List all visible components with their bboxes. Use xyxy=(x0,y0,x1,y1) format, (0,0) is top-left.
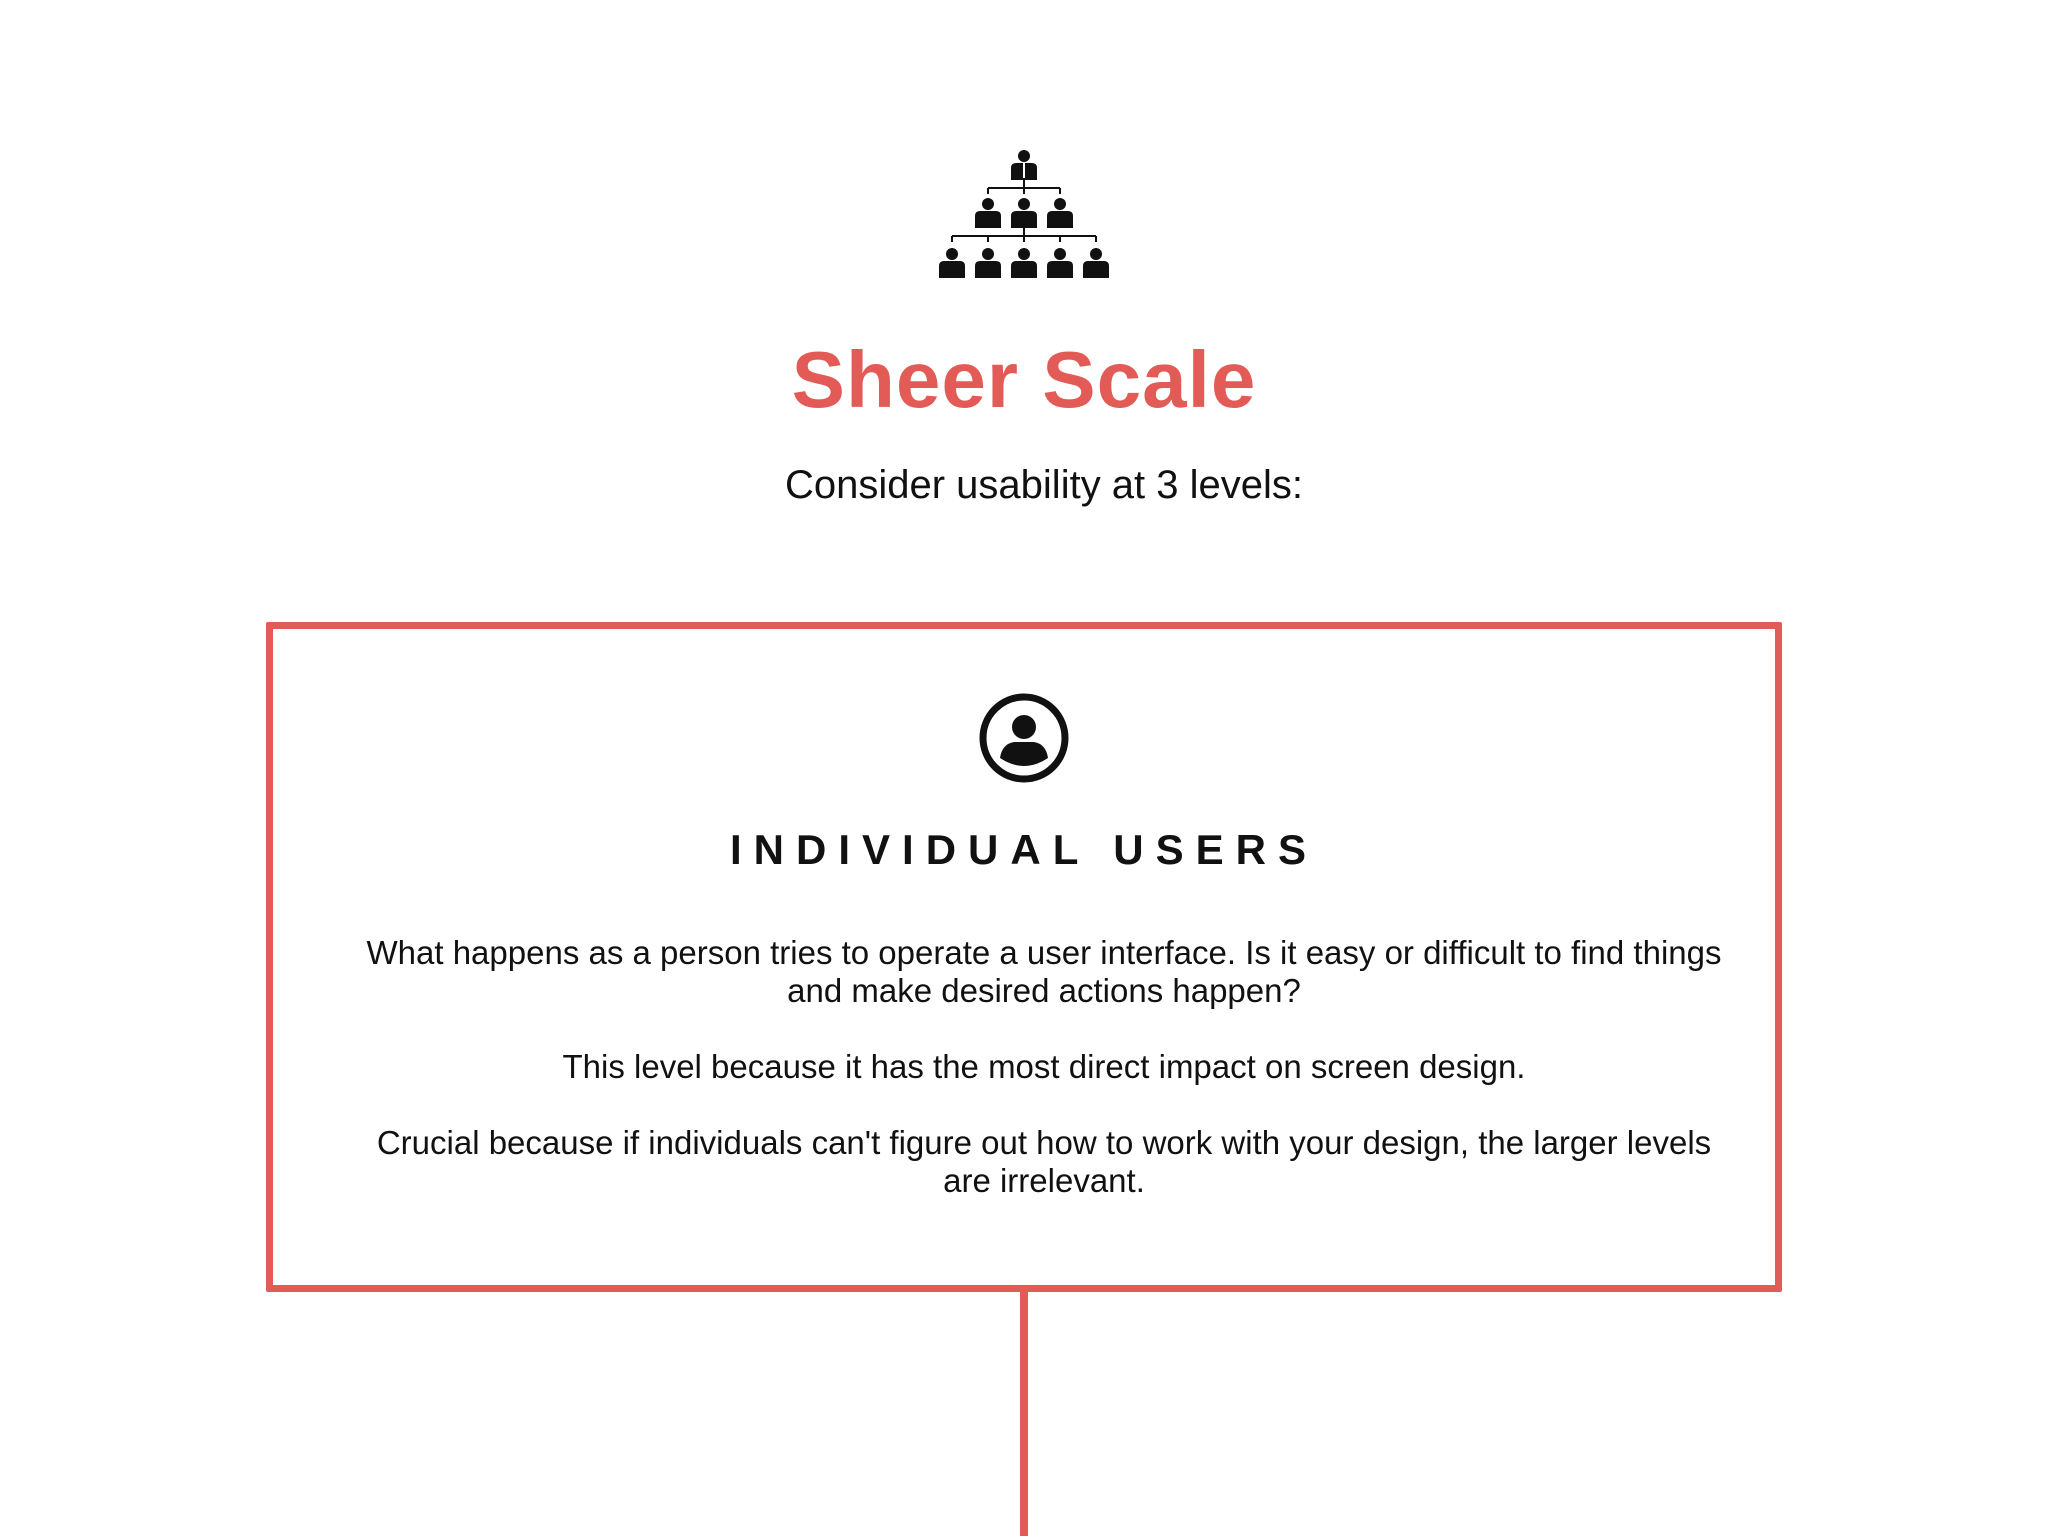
org-hierarchy-icon xyxy=(936,142,1112,286)
page-title: Sheer Scale xyxy=(791,335,1257,424)
level-paragraph-1: What happens as a person tries to operate a user interface. Is it easy or difficult to find things and make desired actions happen? xyxy=(366,934,1722,1009)
level-heading: INDIVIDUAL USERS xyxy=(730,826,1318,873)
user-circle-icon xyxy=(978,692,1070,784)
level-paragraph-3: Crucial because if individuals can't figure out how to work with your design, the larger levels are irrelevant. xyxy=(376,1124,1712,1199)
level-description xyxy=(366,934,1722,1238)
level-paragraph-2: This level because it has the most direct impact on screen design. xyxy=(562,1048,1526,1085)
level-connector-line xyxy=(1020,1292,1028,1536)
page-subtitle: Consider usability at 3 levels: xyxy=(784,463,1304,507)
